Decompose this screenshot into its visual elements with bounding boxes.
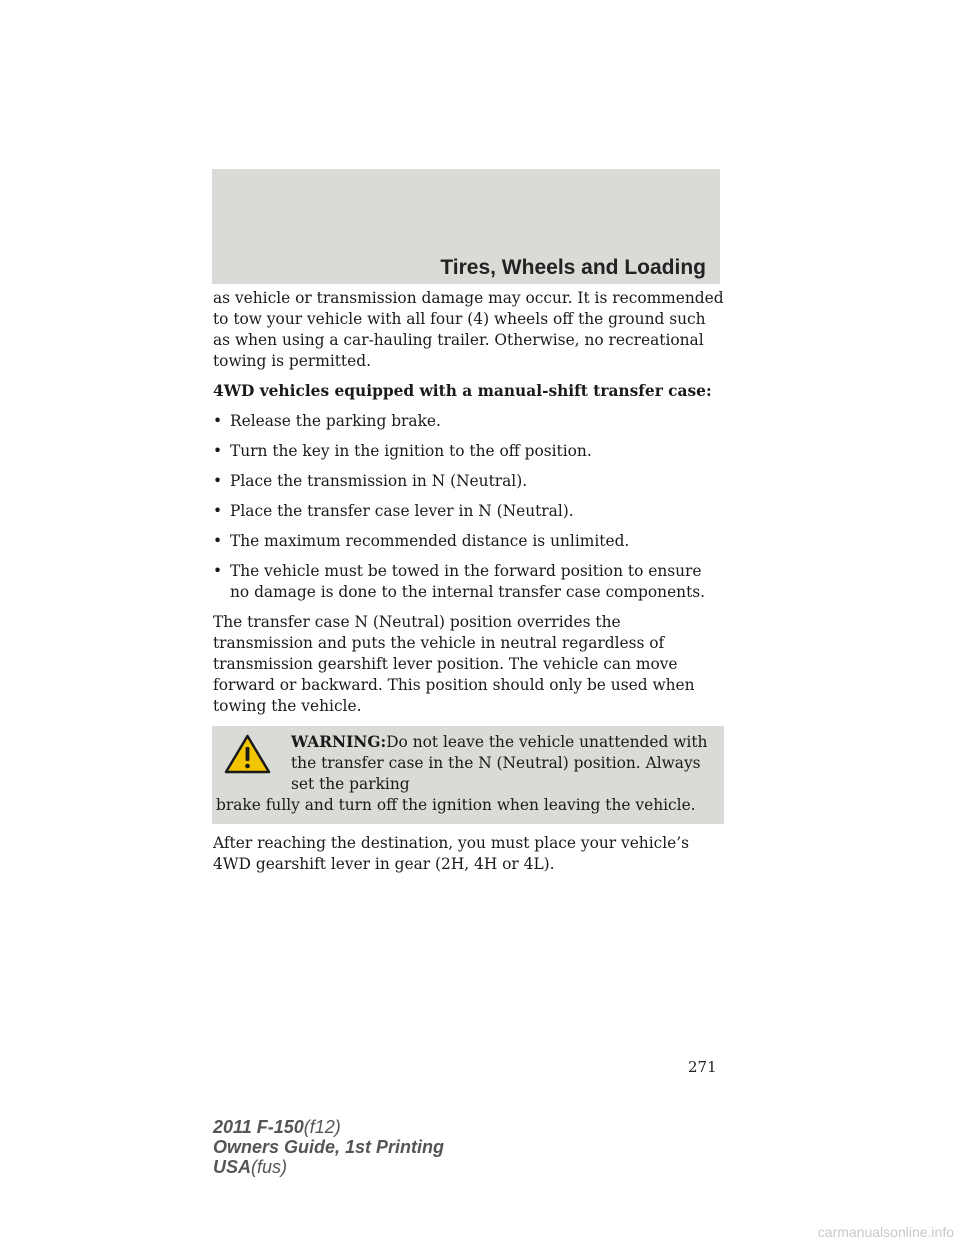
warning-text-rest: brake fully and turn off the ignition when leaving the vehicle. xyxy=(216,796,696,814)
warning-first-row xyxy=(216,732,718,795)
footer-line-2 xyxy=(213,1137,444,1157)
section-title: Tires, Wheels and Loading xyxy=(440,256,706,279)
bullet-mark: • xyxy=(213,502,223,520)
footer-market-code: (fus) xyxy=(251,1157,288,1177)
document-footer xyxy=(213,1117,444,1177)
warning-text xyxy=(271,732,718,795)
bullet-mark: • xyxy=(213,562,223,580)
bullet-mark: • xyxy=(213,442,223,460)
list-item xyxy=(213,561,725,603)
page-number: 271 xyxy=(688,1058,717,1076)
bullet-mark: • xyxy=(213,532,223,550)
list-item-text: Place the transfer case lever in N (Neutral). xyxy=(230,502,574,520)
warning-label: WARNING: xyxy=(291,733,387,751)
warning-box xyxy=(212,726,724,824)
section-header-band xyxy=(212,169,720,284)
neutral-position-paragraph: The transfer case N (Neutral) position overrides the transmission and puts the vehicle in neutral regardless of transmission gearshift lever position. The vehicle can move forward or backward. This position should only be used when towing the vehicle. xyxy=(213,613,695,715)
warning-text-first: Do not leave the vehicle unattended with the transfer case in the N (Neutral) position. Always set the parking xyxy=(291,733,708,793)
page-content xyxy=(213,288,725,884)
bullet-mark: • xyxy=(213,412,223,430)
footer-model-code: (f12) xyxy=(303,1117,341,1137)
list-item xyxy=(213,441,725,462)
subheading-4wd-manual-shift: 4WD vehicles equipped with a manual-shift transfer case: xyxy=(213,382,712,400)
intro-paragraph: as vehicle or transmission damage may occur. It is recommended to tow your vehicle with all four (4) wheels off the ground such as when using a car-hauling trailer. Otherwise, no recreational towing is permitted. xyxy=(213,289,724,370)
footer-line-3 xyxy=(213,1157,444,1177)
list-item xyxy=(213,501,725,522)
warning-triangle-icon xyxy=(224,734,271,774)
footer-line-1 xyxy=(213,1117,444,1137)
list-item xyxy=(213,531,725,552)
list-item xyxy=(213,411,725,432)
footer-guide-printing: Owners Guide, 1st Printing xyxy=(213,1137,445,1157)
list-item xyxy=(213,471,725,492)
towing-steps-list xyxy=(213,411,725,603)
after-destination-paragraph: After reaching the destination, you must place your vehicle’s 4WD gearshift lever in gear (2H, 4H or 4L). xyxy=(213,834,690,873)
footer-model: 2011 F-150 xyxy=(213,1117,304,1137)
list-item-text: Turn the key in the ignition to the off position. xyxy=(230,442,592,460)
list-item-text: Place the transmission in N (Neutral). xyxy=(230,472,528,490)
footer-market: USA xyxy=(213,1157,252,1177)
list-item-text: The maximum recommended distance is unlimited. xyxy=(230,532,630,550)
list-item-text: Release the parking brake. xyxy=(230,412,441,430)
bullet-mark: • xyxy=(213,472,223,490)
list-item-text: The vehicle must be towed in the forward position to ensure no damage is done to the internal transfer case components. xyxy=(230,562,706,601)
watermark: carmanualsonline.info xyxy=(817,1224,954,1240)
